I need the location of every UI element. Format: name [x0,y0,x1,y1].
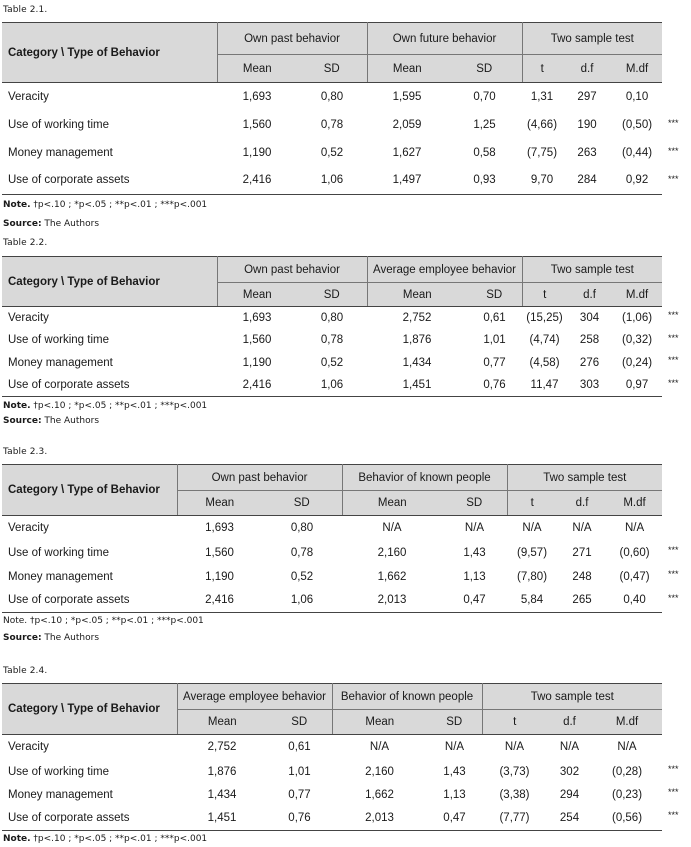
cell: 0,58 [473,146,496,159]
column-header: Mean [217,55,297,83]
cell: 1,06 [262,589,342,613]
cell: 1,31 [530,90,554,103]
significance-stars: *** [668,378,679,388]
cell: 1,06 [297,374,367,397]
row-label: Use of working time [8,118,109,131]
cell: 1,434 [207,789,237,801]
cell: (0,60) [619,546,650,559]
cell: 263 [577,146,597,159]
column-header: d.f [557,491,607,516]
table-row [2,760,662,784]
column-header: SD [442,491,507,516]
cell: 0,10 [625,90,649,103]
column-header: Mean [367,55,447,83]
cell: 2,416 [177,589,262,613]
group-header: Average employee behavior [177,684,332,710]
significance-stars: *** [668,333,679,343]
column-header: SD [297,283,367,307]
group-header: Two sample test [522,257,662,283]
cell: 0,52 [320,356,344,369]
cell: 1,876 [207,765,237,778]
cell: 0,97 [612,374,662,397]
cell: 2,160 [377,546,407,559]
cell: (0,44) [622,146,653,159]
category-header: Category \ Type of Behavior [2,684,177,735]
table-row [2,111,662,139]
cell: 303 [567,374,612,397]
cell: (4,58) [529,356,560,369]
cell: 0,52 [290,570,314,583]
cell: 1,01 [288,765,311,778]
cell: 1,497 [367,167,447,195]
column-header: SD [447,55,522,83]
cell: 1,451 [367,374,467,397]
cell: 0,80 [320,90,344,103]
cell: N/A [382,522,402,535]
cell: 304 [579,311,600,324]
cell: N/A [572,522,592,535]
cell: 2,013 [342,589,442,613]
row-label: Money management [8,570,113,583]
cell: 0,47 [442,589,507,613]
group-header: Two sample test [507,465,662,491]
cell: (4,66) [526,118,558,131]
row-label: Use of working time [8,334,109,346]
cell: 1,43 [443,765,466,778]
column-header: t [507,491,557,516]
cell: 297 [577,90,597,103]
cell: N/A [504,741,525,754]
cell: (0,32) [622,334,653,346]
data-table [2,683,662,831]
column-header: d.f [567,283,612,307]
column-header: M.df [612,55,662,83]
cell: (7,75) [526,146,558,159]
note-text: †p<.10 ; *p<.05 ; **p<.01 ; ***p<.001 [30,834,208,844]
cell: (0,56) [592,807,662,831]
table-row [2,516,662,541]
cell: 0,78 [320,334,344,346]
cell: 258 [579,334,600,346]
cell: 1,25 [473,118,496,131]
cell: 1,190 [242,146,272,159]
table-row [2,352,662,374]
significance-stars: *** [668,787,679,797]
significance-stars: *** [668,764,679,774]
column-header: Mean [342,491,442,516]
cell: (15,25) [526,311,563,324]
cell: 1,560 [242,334,272,346]
data-table [2,22,662,195]
group-header: Two sample test [522,23,662,55]
cell: 190 [577,118,597,131]
cell: 0,40 [607,589,662,613]
row-label: Use of working time [8,546,109,559]
table-note [3,401,207,412]
cell: 276 [579,356,600,369]
cell: 0,78 [320,118,344,131]
column-header: SD [262,491,342,516]
row-label: Use of corporate assets [2,167,217,195]
significance-stars: *** [668,569,679,579]
row-label: Veracity [8,741,49,754]
cell: 1,662 [365,789,394,801]
cell: N/A [624,522,645,535]
cell: 1,13 [463,570,486,583]
cell: 9,70 [522,167,562,195]
cell: 0,61 [483,311,506,324]
column-header: d.f [562,55,612,83]
cell: (7,77) [482,807,547,831]
cell: 1,451 [177,807,267,831]
significance-stars: *** [668,310,679,320]
cell: 1,693 [242,311,272,324]
cell: 1,06 [297,167,367,195]
significance-stars: *** [668,355,679,365]
group-header: Own past behavior [177,465,342,491]
group-header: Two sample test [482,684,662,710]
table-row [2,307,662,329]
cell: N/A [369,741,390,754]
table-note [3,834,207,845]
cell: N/A [522,522,542,535]
cell: 0,52 [320,146,344,159]
table-row [2,565,662,589]
source-text: The Authors [41,633,100,643]
note-text: †p<.10 ; *p<.05 ; **p<.01 ; ***p<.001 [30,200,208,210]
row-label: Use of corporate assets [2,589,177,613]
cell: N/A [464,522,485,535]
cell: 1,876 [402,334,432,346]
table-row [2,374,662,397]
cell: 0,61 [288,741,311,754]
group-header: Own future behavior [367,23,522,55]
column-header: Mean [177,491,262,516]
cell: 271 [572,546,592,559]
significance-stars: *** [668,174,679,184]
column-header: SD [297,55,367,83]
note-label: Note. [3,200,31,210]
data-table [2,256,662,397]
table-row [2,807,662,831]
cell: 1,693 [205,522,234,535]
cell: (9,57) [516,546,548,559]
cell: (0,23) [611,789,643,801]
cell: 294 [559,789,580,801]
column-header: M.df [607,491,662,516]
cell: 1,190 [242,356,272,369]
row-label: Veracity [8,522,49,535]
cell: 5,84 [507,589,557,613]
note-label: Note. [3,616,28,626]
cell: 1,190 [205,570,234,583]
group-header: Behavior of known people [332,684,482,710]
category-header: Category \ Type of Behavior [2,465,177,516]
cell: 265 [557,589,607,613]
note-label: Note. [3,401,31,411]
cell: 2,752 [402,311,432,324]
cell: (4,74) [529,334,560,346]
category-header: Category \ Type of Behavior [2,257,217,307]
significance-stars: *** [668,146,679,156]
cell: 0,92 [612,167,662,195]
source-label: Source: [3,219,42,229]
column-header: t [482,710,547,735]
cell: (0,50) [622,118,653,131]
row-label: Use of working time [8,765,109,778]
table-caption: Table 2.4. [3,666,48,676]
cell: 302 [559,765,580,778]
significance-stars: *** [668,810,679,820]
column-header: d.f [547,710,592,735]
row-label: Use of corporate assets [2,807,177,831]
cell: (0,24) [622,356,653,369]
note-text: †p<.10 ; *p<.05 ; **p<.01 ; ***p<.001 [30,401,208,411]
cell: 1,13 [443,789,466,801]
table-note [3,616,204,627]
cell: 2,160 [365,765,394,778]
cell: (3,73) [499,765,530,778]
source-label: Source: [3,416,42,426]
cell: 0,70 [473,90,496,103]
row-label: Money management [8,356,113,369]
table-caption: Table 2.1. [3,5,48,15]
cell: (0,47) [619,570,650,583]
group-header: Average employee behavior [367,257,522,283]
cell: 0,78 [290,546,314,559]
column-header: t [522,283,567,307]
cell: 0,93 [447,167,522,195]
cell: (1,06) [622,311,653,324]
table-source [3,219,99,230]
column-header: Mean [367,283,467,307]
cell: 0,76 [267,807,332,831]
cell: 2,416 [217,167,297,195]
source-text: The Authors [41,416,100,426]
cell: 1,434 [402,356,432,369]
source-text: The Authors [41,219,100,229]
cell: (3,38) [499,789,530,801]
cell: 2,416 [217,374,297,397]
column-header: Mean [332,710,427,735]
cell: 2,013 [332,807,427,831]
category-header: Category \ Type of Behavior [2,23,217,83]
table-row [2,139,662,167]
group-header: Behavior of known people [342,465,507,491]
significance-stars: *** [668,118,679,128]
cell: (7,80) [516,570,548,583]
cell: 0,80 [320,311,344,324]
cell: 2,059 [392,118,422,131]
significance-stars: *** [668,593,679,603]
cell: 0,80 [290,522,314,535]
table-row [2,784,662,807]
significance-stars: *** [668,545,679,555]
cell: 284 [562,167,612,195]
column-header: Mean [177,710,267,735]
column-header: t [522,55,562,83]
table-row [2,167,662,195]
row-label: Veracity [8,311,49,324]
cell: 2,752 [207,741,237,754]
column-header: SD [267,710,332,735]
source-label: Source: [3,633,42,643]
cell: 1,693 [242,90,272,103]
cell: N/A [559,741,580,754]
cell: 1,595 [392,90,422,103]
cell: 1,01 [483,334,506,346]
cell: 0,47 [427,807,482,831]
cell: 254 [547,807,592,831]
cell: 1,560 [205,546,234,559]
row-label: Use of corporate assets [2,374,217,397]
table-caption: Table 2.2. [3,238,48,248]
cell: N/A [617,741,637,754]
cell: 1,627 [392,146,422,159]
cell: N/A [444,741,465,754]
cell: 0,76 [467,374,522,397]
data-table [2,464,662,613]
column-header: M.df [592,710,662,735]
column-header: SD [427,710,482,735]
table-source [3,633,99,644]
table-note [3,200,207,211]
cell: 1,662 [377,570,407,583]
cell: 11,47 [522,374,567,397]
table-row [2,83,662,111]
row-label: Money management [8,789,113,801]
row-label: Money management [8,146,113,159]
table-caption: Table 2.3. [3,447,48,457]
table-row [2,735,662,760]
note-label: Note. [3,834,31,844]
cell: (0,28) [611,765,643,778]
table-row [2,541,662,565]
cell: 1,43 [463,546,486,559]
table-source [3,416,99,427]
cell: 0,77 [288,789,311,801]
note-text: †p<.10 ; *p<.05 ; **p<.01 ; ***p<.001 [27,616,204,626]
cell: 0,77 [483,356,506,369]
group-header: Own past behavior [217,23,367,55]
column-header: SD [467,283,522,307]
table-row [2,329,662,352]
column-header: M.df [612,283,662,307]
group-header: Own past behavior [217,257,367,283]
cell: 1,560 [242,118,272,131]
row-label: Veracity [8,90,49,103]
table-row [2,589,662,613]
column-header: Mean [217,283,297,307]
cell: 248 [572,570,592,583]
